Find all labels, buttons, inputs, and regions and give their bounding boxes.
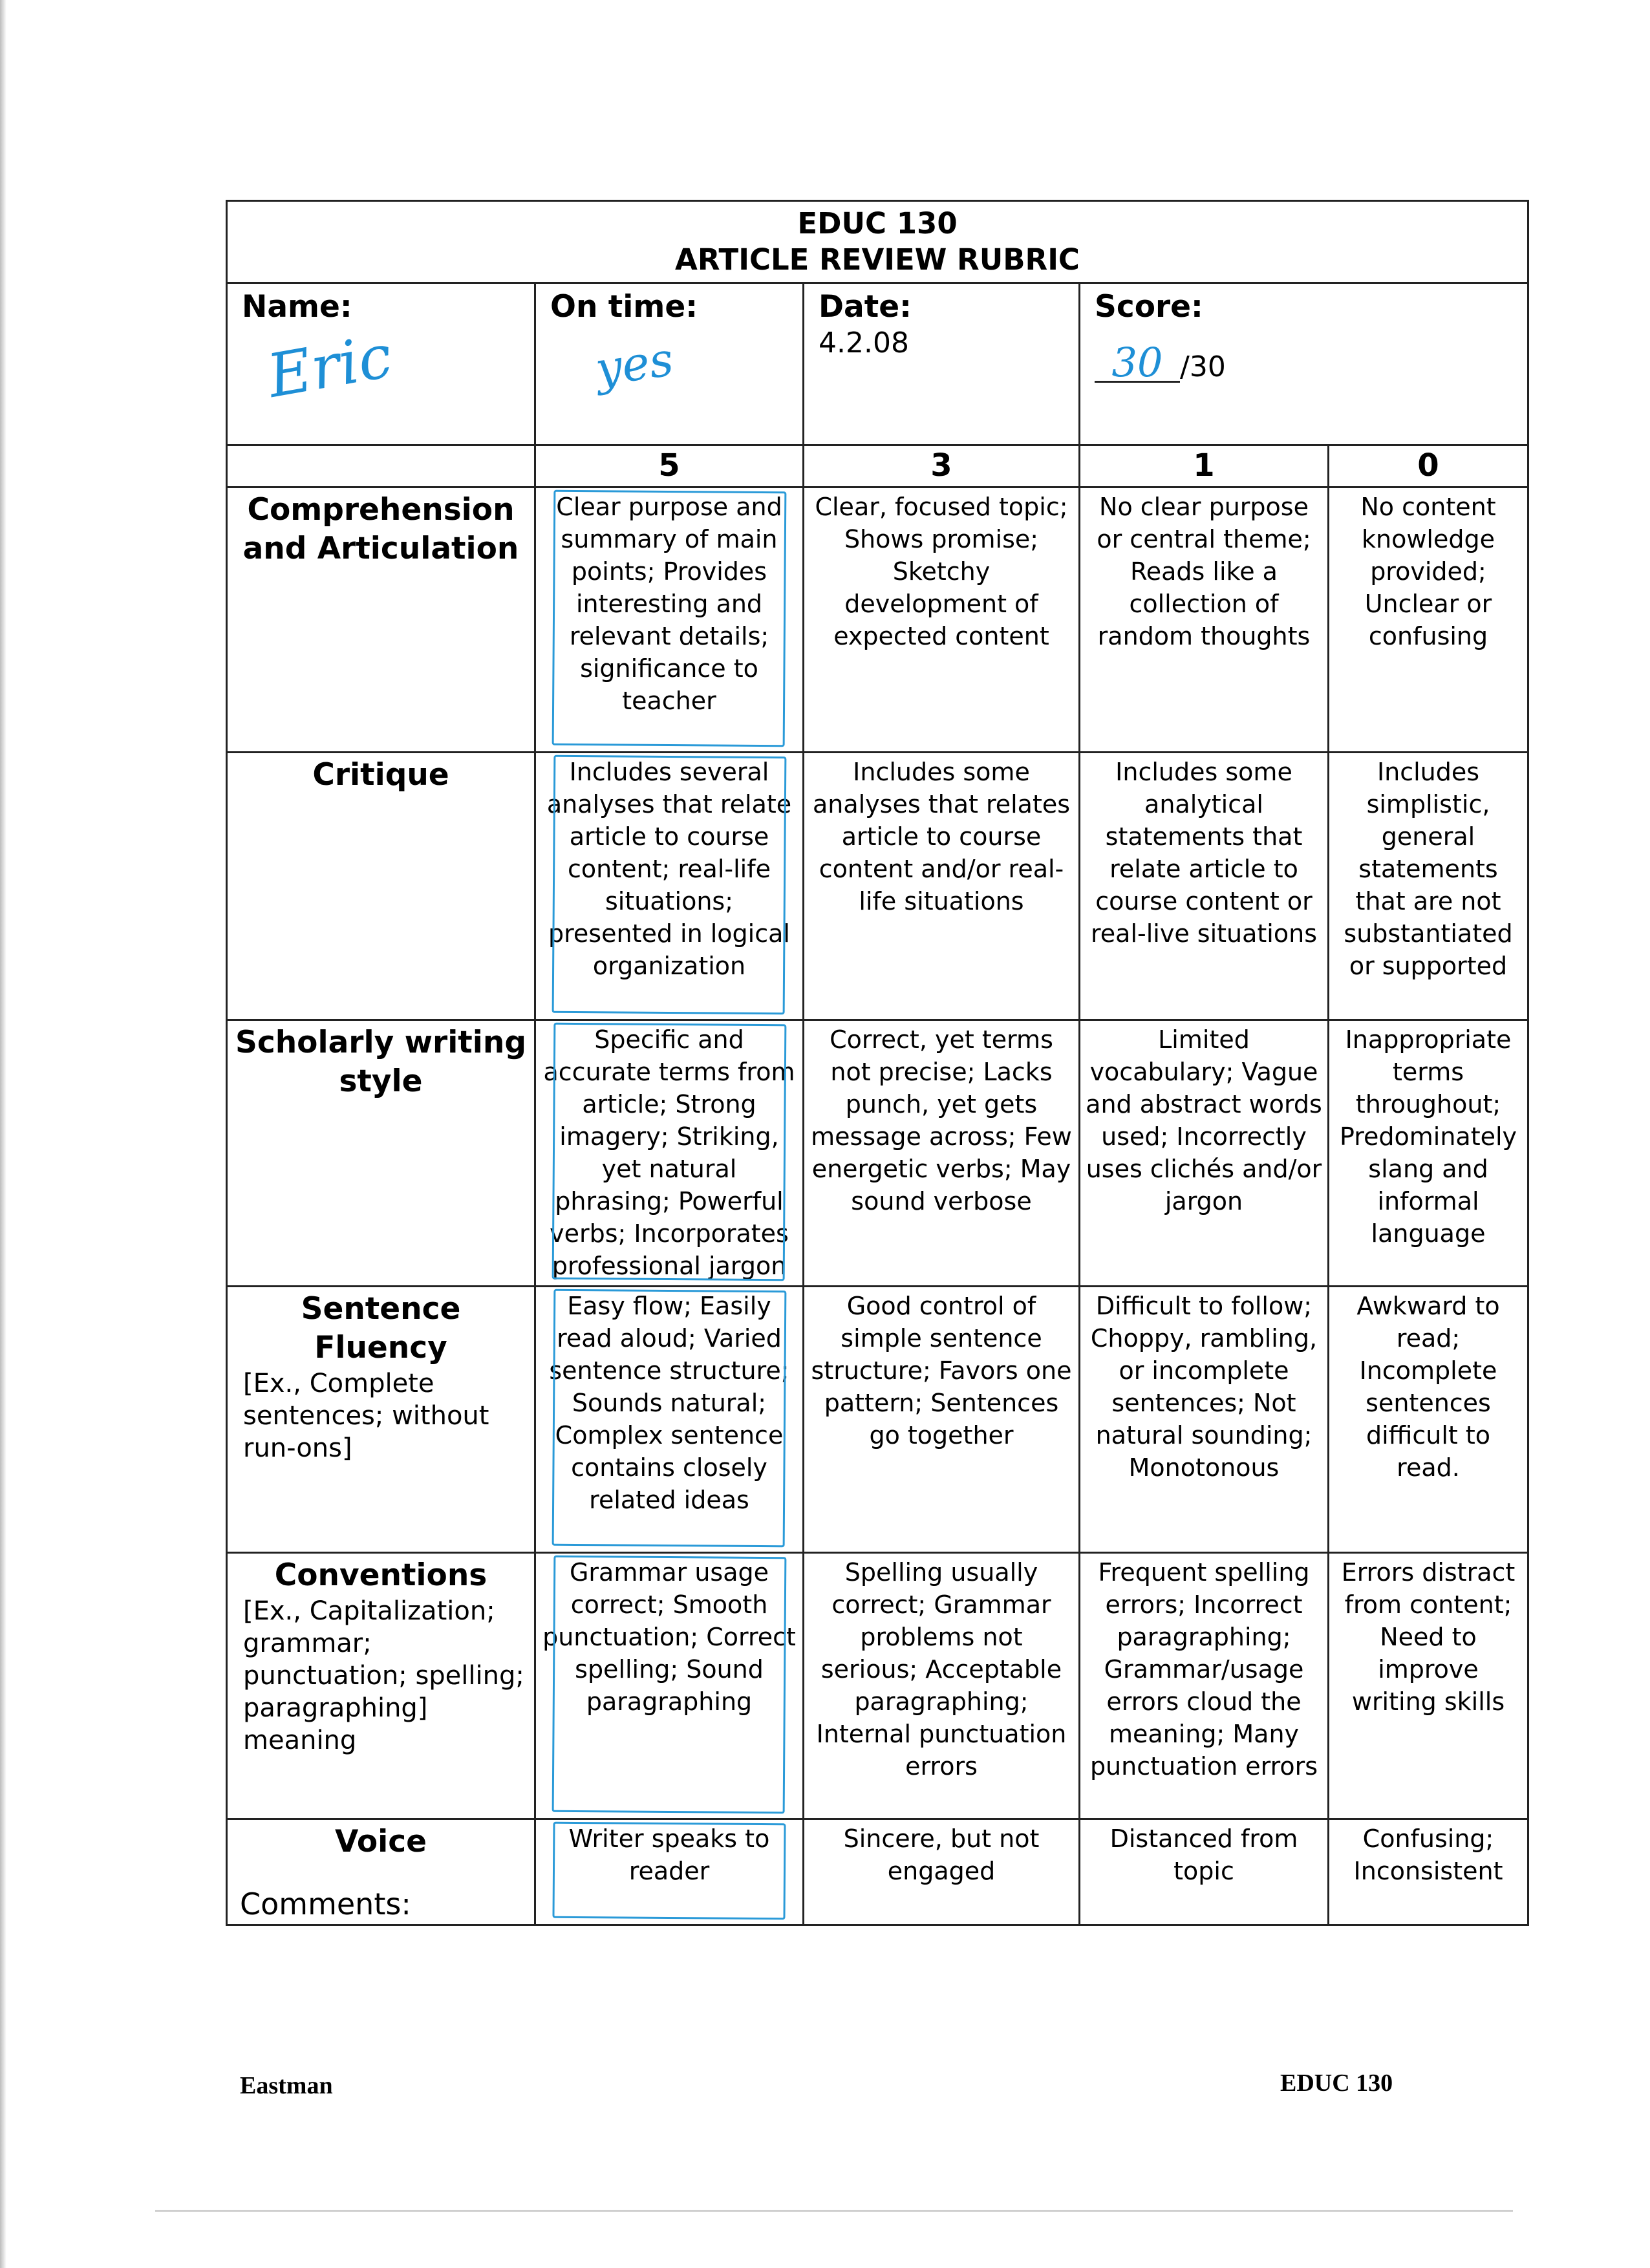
descriptor-cell — [1080, 1287, 1329, 1553]
descriptor-cell — [1329, 1020, 1528, 1287]
descriptor-text: Spelling usually correct; Grammar problems not serious; Acceptable paragraphing; Internal punctuation errors — [816, 1558, 1067, 1781]
criterion-note: [Ex., Capitalization; grammar; punctuation; spelling; paragraphing] meaning — [243, 1596, 524, 1755]
descriptor-text: Correct, yet terms not precise; Lacks punch, yet gets message across; Few energetic verbs; May sound verbose — [811, 1025, 1072, 1215]
name-cell — [227, 283, 535, 445]
scan-artifact-line — [155, 2210, 1513, 2212]
descriptor-cell — [804, 1819, 1080, 1925]
descriptor-cell — [1329, 1553, 1528, 1819]
criterion-note: [Ex., Complete sentences; without run-ons] — [243, 1369, 489, 1463]
footer-course: EDUC 130 — [1280, 2070, 1393, 2097]
level-header-3: 3 — [804, 445, 1080, 487]
ontime-cell — [535, 283, 804, 445]
date-label: Date: — [819, 289, 912, 325]
descriptor-text: Good control of simple sentence structure; Favors one pattern; Sentences go together — [811, 1292, 1072, 1450]
descriptor-text: No clear purpose or central theme; Reads like a collection of random thoughts — [1097, 493, 1311, 650]
descriptor-text: Includes some analytical statements that relate article to course content or real-live situations — [1091, 758, 1317, 948]
criterion-name-cell — [227, 1287, 535, 1553]
name-label: Name: — [242, 289, 352, 325]
descriptor-text: Includes several analyses that relate article to course content; real-life situations; presented in logical organization — [546, 758, 792, 980]
descriptor-text: Limited vocabulary; Vague and abstract words used; Incorrectly uses clichés and/or jargon — [1086, 1025, 1322, 1215]
criterion-name: Voice — [335, 1824, 427, 1859]
descriptor-text: Awkward to read; Incomplete sentences difficult to read. — [1356, 1292, 1500, 1482]
descriptor-cell — [1080, 487, 1329, 753]
level-header-5: 5 — [535, 445, 804, 487]
descriptor-cell — [804, 1020, 1080, 1287]
course-code: EDUC 130 — [797, 206, 958, 241]
score-label: Score: — [1095, 289, 1203, 325]
descriptor-text: Includes simplistic, general statements that are not substantiated or supported — [1344, 758, 1513, 980]
date-value: 4.2.08 — [819, 326, 909, 359]
criterion-name-cell — [227, 487, 535, 753]
score-cell — [1080, 283, 1528, 445]
descriptor-cell — [1329, 487, 1528, 753]
descriptor-cell — [804, 1287, 1080, 1553]
descriptor-text: Writer speaks to reader — [568, 1824, 770, 1885]
descriptor-cell — [1080, 1020, 1329, 1287]
score-total: /30 — [1180, 350, 1226, 383]
descriptor-cell — [1080, 1819, 1329, 1925]
criterion-name: Critique — [312, 757, 449, 793]
rubric-table — [226, 200, 1529, 1926]
criterion-row — [227, 1553, 1528, 1819]
descriptor-cell — [535, 753, 804, 1020]
criterion-name-cell — [227, 1020, 535, 1287]
descriptor-text: Inappropriate terms throughout; Predominately slang and informal language — [1339, 1025, 1517, 1248]
criterion-row — [227, 487, 1528, 753]
score-handwritten: 30 — [1095, 345, 1180, 383]
score-line — [1095, 339, 1527, 386]
descriptor-text: Clear, focused topic; Shows promise; Sketchy development of expected content — [815, 493, 1068, 650]
descriptor-cell — [1329, 753, 1528, 1020]
descriptor-cell — [535, 487, 804, 753]
descriptor-text: No content knowledge provided; Unclear or confusing — [1360, 493, 1496, 650]
descriptor-text: Confusing; Inconsistent — [1353, 1824, 1503, 1885]
scan-edge — [0, 0, 6, 2268]
descriptor-text: Frequent spelling errors; Incorrect paragraphing; Grammar/usage errors cloud the meaning; Many punctuation errors — [1089, 1558, 1318, 1781]
descriptor-cell — [1329, 1287, 1528, 1553]
descriptor-text: Easy flow; Easily read aloud; Varied sentence structure; Sounds natural; Complex sentence contains closely related ideas — [549, 1292, 789, 1514]
descriptor-text: Difficult to follow; Choppy, rambling, or incomplete sentences; Not natural sounding; Monotonous — [1090, 1292, 1318, 1482]
descriptor-cell — [1080, 1553, 1329, 1819]
descriptor-cell — [1329, 1819, 1528, 1925]
descriptor-cell — [804, 1553, 1080, 1819]
criterion-row — [227, 1819, 1528, 1925]
criterion-row — [227, 753, 1528, 1020]
criterion-name: Conventions — [274, 1557, 488, 1593]
rubric-title-cell — [227, 201, 1528, 283]
criterion-row — [227, 1020, 1528, 1287]
descriptor-cell — [535, 1553, 804, 1819]
descriptor-text: Grammar usage correct; Smooth punctuation; Correct spelling; Sound paragraphing — [542, 1558, 796, 1716]
descriptor-cell — [535, 1020, 804, 1287]
criterion-row — [227, 1287, 1528, 1553]
criterion-name: Comprehension and Articulation — [242, 492, 519, 566]
descriptor-cell — [1080, 753, 1329, 1020]
descriptor-cell — [804, 487, 1080, 753]
level-header-1: 1 — [1080, 445, 1329, 487]
level-header-0: 0 — [1329, 445, 1528, 487]
descriptor-text: Errors distract from content; Need to improve writing skills — [1341, 1558, 1516, 1716]
descriptor-cell — [804, 753, 1080, 1020]
level-header-blank — [227, 445, 535, 487]
descriptor-text: Clear purpose and summary of main points; Provides interesting and relevant details; significance to teacher — [556, 493, 782, 715]
criterion-name-cell — [227, 1553, 535, 1819]
criterion-name: Sentence Fluency — [301, 1291, 461, 1365]
criterion-name: Scholarly writing style — [235, 1025, 526, 1099]
ontime-label: On time: — [550, 289, 698, 325]
descriptor-text: Sincere, but not engaged — [843, 1824, 1040, 1885]
comments-label: Comments: — [240, 1887, 411, 1921]
descriptor-cell — [535, 1819, 804, 1925]
date-cell — [804, 283, 1080, 445]
descriptor-text: Specific and accurate terms from article; Strong imagery; Striking, yet natural phrasing; Powerful verbs; Incorporates professional jargon — [543, 1025, 795, 1280]
rubric-title: ARTICLE REVIEW RUBRIC — [675, 242, 1080, 277]
descriptor-text: Includes some analyses that relates article to course content and/or real-life situations — [812, 758, 1071, 915]
footer-author: Eastman — [240, 2072, 333, 2099]
name-handwritten: Eric — [262, 321, 397, 411]
criterion-name-cell — [227, 753, 535, 1020]
descriptor-text: Distanced from topic — [1109, 1824, 1298, 1885]
descriptor-cell — [535, 1287, 804, 1553]
ontime-handwritten: yes — [592, 332, 677, 396]
